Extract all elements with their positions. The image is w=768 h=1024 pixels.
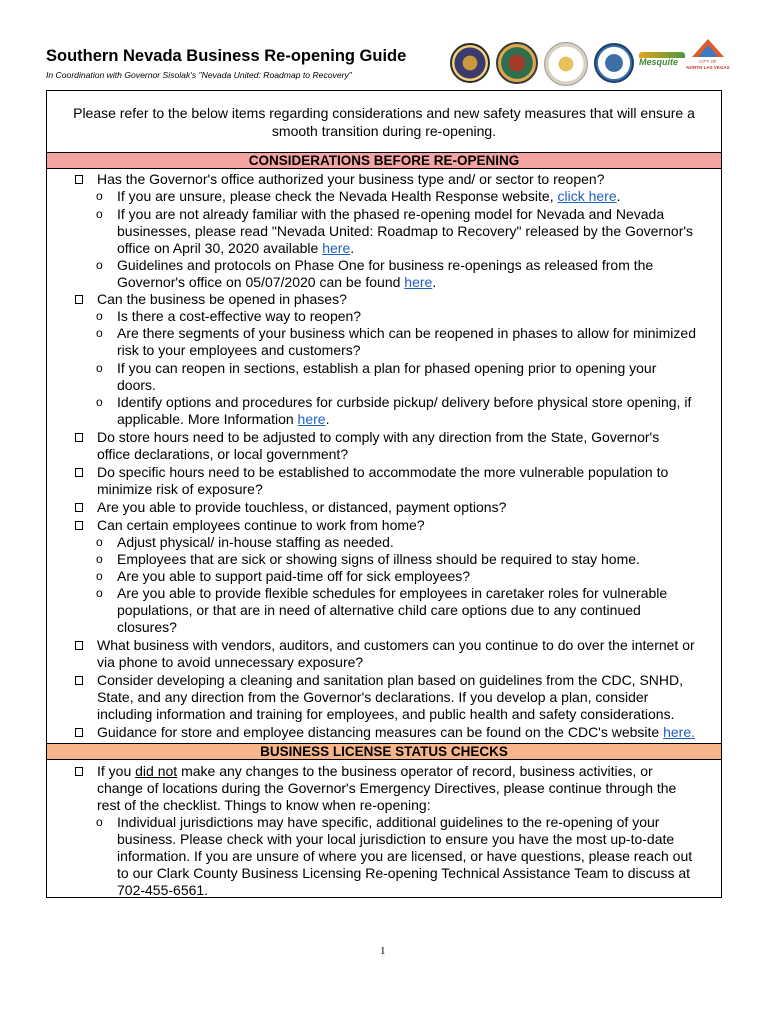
curbside-info-link[interactable]: here [297,411,326,427]
checklist-item: Do store hours need to be adjusted to comply with any direction from the State, Governor's [97,429,659,446]
roadmap-link[interactable]: here [322,240,351,256]
logo-strip [450,39,730,89]
document-subtitle: In Coordination with Governor Sisolak's "Nevada United: Roadmap to Recovery" [46,70,352,80]
checklist-item-continuation: rest of the checklist. Things to know when re-opening: [97,797,431,813]
checklist-item: Do specific hours need to be established to accommodate the more vulnerable population to [97,464,668,481]
sub-item: o Guidelines and protocols on Phase One for business re-openings as released from the [96,257,654,273]
checkbox-icon [75,521,83,530]
phase-one-link[interactable]: here [404,274,433,290]
sub-item-continuation: doors. [117,377,156,393]
emphasis-text: did not [135,763,178,779]
bullet-icon: o [96,326,103,340]
checkbox-icon [75,767,83,776]
sub-item: o If you are not already familiar with the phased re-opening model for Nevada and Nevada [96,206,665,222]
sub-item-continuation: populations, or that are in need of alternative child care options due to any continued [117,602,641,618]
intro-text [47,105,721,140]
checkbox-icon [75,468,83,477]
checklist-item: Can the business be opened in phases? [97,291,347,308]
checklist-item-continuation: via phone to avoid unnecessary exposure? [97,654,364,670]
checklist-item: Guidance for store and employee distancing measures can be found on the CDC's website here. [97,724,695,741]
bullet-icon: o [96,535,103,549]
nlv-name-text: NORTH LAS VEGAS [686,65,730,70]
mesquite-logo-text: Mesquite [639,57,679,67]
checklist-item-continuation: minimize risk of exposure? [97,481,263,497]
page-header [46,46,730,90]
sub-item: o Are you able to provide flexible schedules for employees in caretaker roles for vulnerable [96,585,668,601]
bullet-icon: o [96,309,103,323]
sub-item-continuation: closures? [117,619,177,635]
checklist-item: What business with vendors, auditors, and customers can you continue to do over the internet or [97,637,695,654]
intro-line: Please refer to the below items regarding considerations and new safety measures that will ensure a [73,105,695,121]
bullet-icon: o [96,189,103,203]
checkbox-icon [75,728,83,737]
bullet-icon: o [96,395,103,409]
sub-item-continuation: information. If you are unsure of where you are licensed, or have questions, please reach out [117,848,693,864]
sub-item-continuation: to our Clark County Business Licensing Re-opening Technical Assistance Team to discuss at [117,865,691,881]
checklist-item-continuation: change of locations during the Governor's Emergency Directives, please continue through the [97,780,677,796]
bullet-icon: o [96,258,103,272]
sub-item: o Is there a cost-effective way to reopen? [96,308,362,324]
checklist-item-continuation: State, and any direction from the Governor's declarations. If you develop a plan, consider [97,689,649,705]
county-seal-icon [496,42,538,84]
sub-item-continuation: risk to your employees and customers? [117,342,361,358]
cdc-website-link[interactable]: here. [663,724,696,740]
guide-table [46,90,722,898]
sub-item: o Are there segments of your business which can be reopened in phases to allow for minimized [96,325,696,341]
sub-item: o Adjust physical/ in-house staffing as needed. [96,534,394,550]
document-title: Southern Nevada Business Re-opening Guide [46,47,407,65]
north-las-vegas-logo [688,39,728,89]
sub-item: o If you are unsure, please check the Nevada Health Response website, click here. [96,188,621,204]
checkbox-icon [75,676,83,685]
sub-item: o Are you able to support paid-time off for sick employees? [96,568,471,584]
sub-item-continuation: business. Please check with your local jurisdiction to ensure you have the most up-to-date [117,831,675,847]
bullet-icon: o [96,207,103,221]
checkbox-icon [75,641,83,650]
checklist-item-continuation: including information and training for employees, and public health and safety considerations. [97,706,675,722]
checklist-item: If you did not make any changes to the business operator of record, business activities, or [97,763,653,780]
mesquite-logo [639,52,685,72]
sub-item: o Employees that are sick or showing signs of illness should be required to stay home. [96,551,640,567]
sub-item: o Identify options and procedures for curbside pickup/ delivery before physical store opening, if [96,394,692,410]
sub-item-continuation: office on April 30, 2020 available here. [117,240,355,256]
checkbox-icon [75,503,83,512]
checkbox-icon [75,175,83,184]
considerations-heading: CONSIDERATIONS BEFORE RE-OPENING [47,152,721,169]
page-number: 1 [380,945,386,957]
nlv-city-text: CITY OF [699,59,717,64]
sub-item: o Individual jurisdictions may have specific, additional guidelines to the re-opening of your [96,814,660,830]
clark-county-seal-icon [450,43,490,83]
checklist-item-continuation: office declarations, or local government? [97,446,349,462]
checklist-item: Consider developing a cleaning and sanitation plan based on guidelines from the CDC, SNHD, [97,672,683,689]
health-response-link[interactable]: click here [557,188,617,204]
las-vegas-seal-icon [594,43,634,83]
sub-item-continuation: applicable. More Information here. [117,411,330,427]
checkbox-icon [75,295,83,304]
city-seal-icon [544,42,588,86]
bullet-icon: o [96,815,103,829]
checklist-item: Can certain employees continue to work from home? [97,517,425,534]
license-status-heading: BUSINESS LICENSE STATUS CHECKS [47,743,721,760]
sub-item-continuation: Governor's office on 05/07/2020 can be found here. [117,274,437,290]
bullet-icon: o [96,586,103,600]
bullet-icon: o [96,361,103,375]
checklist-item: Has the Governor's office authorized your business type and/ or sector to reopen? [97,171,604,188]
bullet-icon: o [96,569,103,583]
checkbox-icon [75,433,83,442]
checklist-item: Are you able to provide touchless, or distanced, payment options? [97,499,506,516]
sub-item: o If you can reopen in sections, establish a plan for phased opening prior to opening your [96,360,657,376]
bullet-icon: o [96,552,103,566]
intro-line: smooth transition during re-opening. [271,122,497,139]
sub-item-continuation: 702-455-6561. [117,882,209,898]
sub-item-continuation: businesses, please read "Nevada United: Roadmap to Recovery" released by the Governor's [117,223,694,239]
